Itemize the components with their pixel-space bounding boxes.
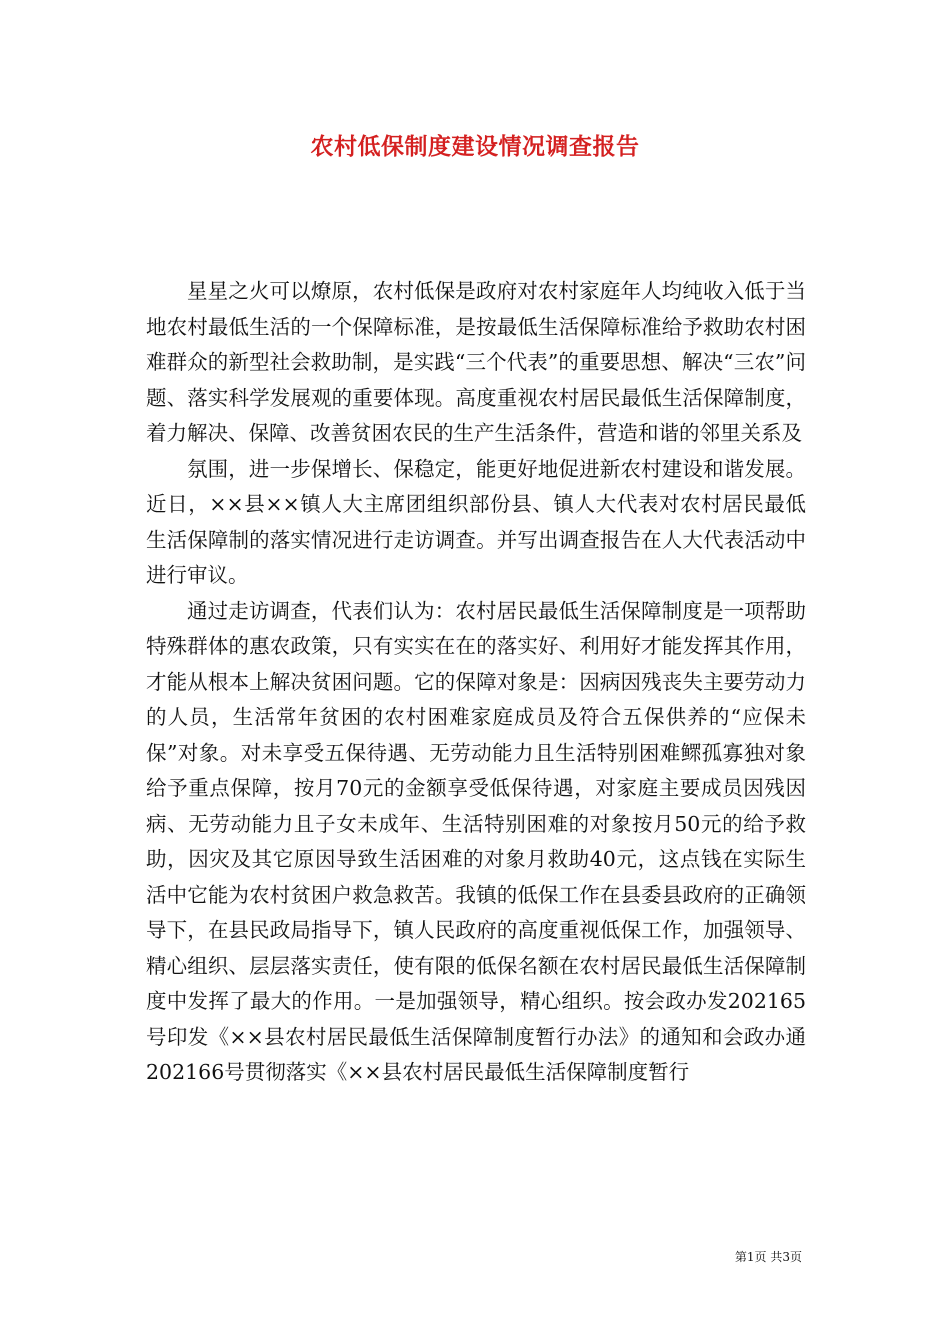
document-body (146, 274, 806, 1091)
paragraph: 氛围，进一步保增长、保稳定，能更好地促进新农村建设和谐发展。近日，××县××镇人大主席团组织部份县、镇人大代表对农村居民最低生活保障制的落实情况进行走访调查。并写出调查报告在人大代表活动中进行审议。 (146, 456, 806, 587)
page-number: 第1页 共3页 (734, 1250, 802, 1264)
page-title: 农村低保制度建设情况调查报告 (310, 133, 640, 160)
paragraph: 星星之火可以燎原，农村低保是政府对农村家庭年人均纯收入低于当地农村最低生活的一个保障标准，是按最低生活保障标准给予救助农村困难群众的新型社会救助制，是实践“三个代表”的重要思想、解决“三农”问题、落实科学发展观的重要体现。高度重视农村居民最低生活保障制度，着力解决、保障、改善贫困农民的生产生活条件，营造和谐的邻里关系及 (146, 279, 806, 445)
paragraph: 通过走访调查，代表们认为：农村居民最低生活保障制度是一项帮助特殊群体的惠农政策，只有实实在在的落实好、利用好才能发挥其作用，才能从根本上解决贫困问题。它的保障对象是：因病因残丧失主要劳动力的人员，生活常年贫困的农村困难家庭成员及符合五保供养的“应保未保”对象。对未享受五保待遇、无劳动能力且生活特别困难鳏孤寡独对象给予重点保障，按月70元的金额享受低保待遇，对家庭主要成员因残因病、无劳动能力且子女未成年、生活特别困难的对象按月50元的给予救助，因灾及其它原因导致生活困难的对象月救助40元，这点钱在实际生活中它能为农村贫困户救急救苦。我镇的低保工作在县委县政府的正确领导下，在县民政局指导下，镇人民政府的高度重视低保工作，加强领导、精心组织、层层落实责任，使有限的低保名额在农村居民最低生活保障制度中发挥了最大的作用。一是加强领导，精心组织。按会政办发202165号印发《××县农村居民最低生活保障制度暂行办法》的通知和会政办通202166号贯彻落实《××县农村居民最低生活保障制度暂行 (146, 598, 806, 1084)
